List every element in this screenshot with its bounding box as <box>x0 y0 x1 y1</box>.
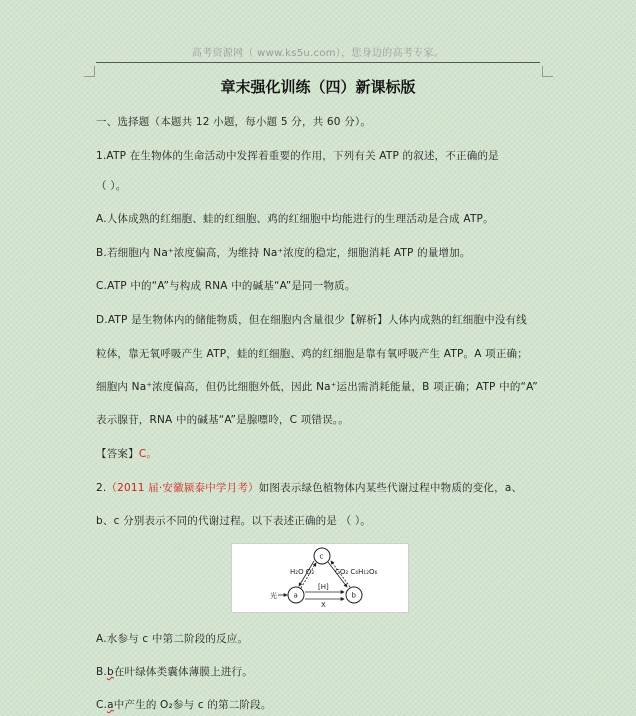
option-text: 中产生的 O₂参与 c 的第二阶段。 <box>113 699 272 711</box>
document-title: 章末强化训练（四）新课标版 <box>220 78 416 96</box>
question-2-source: （2011 届·安徽颍泰中学月考） <box>106 482 259 494</box>
question-1-option-c: C.ATP 中的“A”与构成 RNA 中的碱基“A”是同一物质。 <box>96 280 356 292</box>
question-2-option-a <box>96 631 248 646</box>
option-text: 水参与 c 中第二阶段的反应。 <box>106 633 249 645</box>
answer-label: 【答案】 <box>96 448 139 460</box>
question-2-option-b <box>96 664 253 679</box>
question-2-option-c <box>96 697 272 712</box>
question-1-stem: 1.ATP 在生物体的生命活动中发挥着重要的作用，下列有关 ATP 的叙述，不正确的是 <box>96 150 499 162</box>
question-1-option-d: D.ATP 是生物体内的储能物质，但在细胞内含量很少【解析】人体内成熟的红细胞中没有线 <box>96 314 527 326</box>
question-2-stem <box>96 480 522 495</box>
question-2-text: 如图表示绿色植物体内某些代谢过程中物质的变化，a、 <box>258 482 523 494</box>
node-a-label: a <box>293 591 298 600</box>
metabolism-diagram-svg <box>232 544 408 612</box>
mid-bottom-label: X <box>321 601 326 609</box>
light-label: 光 <box>270 592 277 600</box>
question-1-bracket: （ ）。 <box>96 180 127 192</box>
node-c-label: c <box>319 552 324 561</box>
option-mark: a <box>107 699 114 711</box>
option-prefix: A. <box>96 633 107 645</box>
question-1-option-a: A.人体成熟的红细胞、蛙的红细胞、鸡的红细胞中均能进行的生理活动是合成 ATP。 <box>96 213 494 225</box>
section-heading: 一、选择题（本题共 12 小题，每小题 5 分，共 60 分）。 <box>96 116 372 128</box>
question-2-number: 2. <box>96 482 107 494</box>
node-b-label: b <box>351 591 356 600</box>
left-label: H₂O O₂ <box>290 568 315 576</box>
mid-top-label: [H] <box>318 583 329 591</box>
option-text: 在叶绿体类囊体薄膜上进行。 <box>113 666 253 678</box>
right-label: CO₂ C₆H₁₂O₆ <box>335 568 378 576</box>
analysis-line-1: 粒体，靠无氧呼吸产生 ATP，蛙的红细胞、鸡的红细胞是靠有氧呼吸产生 ATP。A 项正确； <box>96 348 528 360</box>
option-prefix: C. <box>96 699 108 711</box>
header-rule <box>96 62 540 63</box>
answer-value: C。 <box>138 448 158 460</box>
option-mark: b <box>106 666 114 678</box>
analysis-line-3: 表示腺苷，RNA 中的碱基“A”是腺嘌呤，C 项错误。。 <box>96 414 349 426</box>
metabolism-diagram <box>231 543 409 613</box>
question-1-option-b: B.若细胞内 Na⁺浓度偏高，为维持 Na⁺浓度的稳定，细胞消耗 ATP 的量增加。 <box>96 247 471 259</box>
page-header: 高考资源网（ www.ks5u.com），您身边的高考专家。 <box>191 48 445 59</box>
answer-1 <box>96 446 157 461</box>
option-prefix: B. <box>96 666 107 678</box>
analysis-line-2: 细胞内 Na⁺浓度偏高，但仍比细胞外低，因此 Na⁺运出需消耗能量，B 项正确；ATP 中的“A” <box>96 381 538 393</box>
question-2-line-2: b、c 分别表示不同的代谢过程。以下表述正确的是 （ ）。 <box>96 515 371 527</box>
